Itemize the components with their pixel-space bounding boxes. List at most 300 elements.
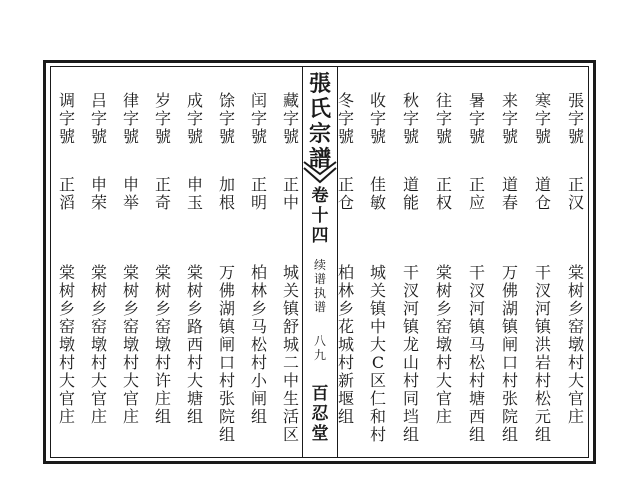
left-entry-address-char: 棠 (90, 263, 107, 282)
left-entry-label-char: 字 (122, 109, 139, 128)
right-entry-address-char: 村 (402, 371, 419, 390)
left-entry-address-char: 大 (186, 371, 203, 390)
right-entry-label-char: 號 (369, 127, 386, 146)
left-entry-label-char: 成 (186, 91, 203, 110)
right-entry-address-char: 堰 (337, 389, 354, 408)
right-entry-name-char: 正 (567, 175, 584, 194)
right-entry-address-char: 乡 (435, 299, 452, 318)
left-entry-address-char: 官 (58, 389, 75, 408)
left-entry-name-char: 正 (250, 175, 267, 194)
right-entry-address-char: 村 (337, 353, 354, 372)
left-entry-name (90, 176, 108, 212)
left-entry-label (282, 92, 300, 146)
right-entry-address-char: 组 (501, 425, 518, 444)
right-entry-address-char: 汊 (402, 281, 419, 300)
left-entry-address-char: 马 (250, 317, 267, 336)
right-entry-name-char: 敏 (369, 193, 386, 212)
volume-number (304, 186, 336, 246)
left-entry-address-char: 镇 (282, 299, 299, 318)
left-entry-address-char: 官 (90, 389, 107, 408)
right-entry-address-char: 乡 (337, 299, 354, 318)
hall-name-char: 百 (311, 384, 329, 404)
left-entry-address-char: 中 (282, 371, 299, 390)
right-entry-address-char: 庄 (435, 407, 452, 426)
right-entry-label-char: 字 (534, 109, 551, 128)
right-entry-label-char: 字 (435, 109, 452, 128)
right-entry-address (468, 264, 486, 444)
left-entry-name-char: 明 (250, 193, 267, 212)
right-entry-name-char: 应 (468, 193, 485, 212)
left-entry-name-char: 奇 (154, 193, 171, 212)
right-entry-address-char: 城 (369, 263, 386, 282)
left-entry-label (90, 92, 108, 146)
left-entry-label-char: 闰 (250, 91, 267, 110)
right-entry-address-char: 院 (501, 407, 518, 426)
right-entry-address-char: 汊 (534, 281, 551, 300)
right-entry-address-char: 松 (468, 353, 485, 372)
right-entry-label-char: 號 (567, 127, 584, 146)
left-entry-label-char: 字 (186, 109, 203, 128)
section-char: 谱 (313, 272, 326, 286)
left-entry-address-char: 庄 (90, 407, 107, 426)
left-entry-address-char: 大 (90, 371, 107, 390)
right-entry-label (567, 92, 585, 146)
right-entry-address-char: 张 (501, 389, 518, 408)
hall-name-char: 堂 (311, 424, 329, 444)
right-entry-label-char: 字 (402, 109, 419, 128)
book-title (304, 72, 336, 172)
left-entry-address-char: 闸 (218, 335, 235, 354)
right-entry-address-char: 村 (534, 371, 551, 390)
left-entry-address-char: 庄 (154, 389, 171, 408)
right-entry-address-char: 棠 (567, 263, 584, 282)
right-entry-address-char: 大 (435, 371, 452, 390)
left-entry-label-char: 调 (58, 91, 75, 110)
left-entry-label-char: 號 (186, 127, 203, 146)
right-entry-label-char: 往 (435, 91, 452, 110)
left-entry-label-char: 字 (282, 109, 299, 128)
book-title-char: 氏 (308, 96, 331, 122)
left-entry-address (218, 264, 236, 444)
left-entry-address-char: 许 (154, 371, 171, 390)
left-entry-address-char: 口 (218, 353, 235, 372)
left-entry-address (90, 264, 108, 426)
right-entry-address-char: 乡 (567, 299, 584, 318)
right-entry-name-char: 汉 (567, 193, 584, 212)
left-entry-label-char: 律 (122, 91, 139, 110)
right-entry-label-char: 寒 (534, 91, 551, 110)
left-entry-address (250, 264, 268, 426)
right-entry-name (534, 176, 552, 212)
left-entry-address-char: 大 (122, 371, 139, 390)
right-entry-address-char: 垱 (402, 407, 419, 426)
left-entry-label-char: 號 (90, 127, 107, 146)
left-entry-address-char: 关 (282, 281, 299, 300)
left-entry-name (250, 176, 268, 212)
left-entry-address-char: 棠 (154, 263, 171, 282)
left-entry-address-char: 墩 (122, 335, 139, 354)
left-entry-address-char: 村 (122, 353, 139, 372)
right-entry-name-char: 仓 (337, 193, 354, 212)
right-entry-address-char: 仁 (369, 389, 386, 408)
left-entry-address-char: 镇 (218, 317, 235, 336)
left-entry-address-char: 路 (186, 317, 203, 336)
right-entry-address (567, 264, 585, 426)
right-entry-label-char: 秋 (402, 91, 419, 110)
left-entry-address-char: 庄 (122, 407, 139, 426)
left-entry-label-char: 字 (154, 109, 171, 128)
right-entry-address-char: C (371, 353, 385, 372)
right-entry-address-char: 闸 (501, 335, 518, 354)
left-entry-address-char: 生 (282, 389, 299, 408)
right-entry-address-char: 组 (534, 425, 551, 444)
left-entry-address-char: 树 (154, 281, 171, 300)
left-entry-address-char: 乡 (250, 299, 267, 318)
left-entry-address-char: 树 (90, 281, 107, 300)
right-entry-address-char: 河 (468, 299, 485, 318)
right-entry-address-char: 村 (468, 371, 485, 390)
right-entry-address-char: 元 (534, 407, 551, 426)
left-entry-address-char: 舒 (282, 317, 299, 336)
left-entry-address-char: 窑 (122, 317, 139, 336)
left-entry-address-char: 大 (58, 371, 75, 390)
left-entry-name-char: 正 (282, 175, 299, 194)
right-entry-label (337, 92, 355, 146)
left-entry-address-char: 组 (250, 407, 267, 426)
book-title-char: 譜 (308, 146, 331, 172)
left-entry-address-char: 二 (282, 353, 299, 372)
left-entry-label-char: 號 (250, 127, 267, 146)
left-entry-label-char: 號 (218, 127, 235, 146)
left-entry-label-char: 號 (58, 127, 75, 146)
right-entry-address-char: 大 (369, 335, 386, 354)
left-entry-address-char: 闸 (250, 389, 267, 408)
left-entry-name-char: 申 (90, 175, 107, 194)
left-entry-address-char: 城 (282, 263, 299, 282)
left-entry-address-char: 塘 (186, 389, 203, 408)
left-entry-address-char: 窑 (58, 317, 75, 336)
right-entry-address (337, 264, 355, 426)
right-entry-name (468, 176, 486, 212)
right-entry-address-char: 墩 (567, 335, 584, 354)
book-title-char: 張 (308, 71, 331, 97)
page-number-char: 八 (313, 334, 326, 348)
right-entry-address (369, 264, 387, 444)
right-entry-address-char: 岩 (534, 353, 551, 372)
right-entry-name (337, 176, 355, 212)
left-entry-address-char: 张 (218, 389, 235, 408)
right-entry-address-char: 区 (369, 371, 386, 390)
right-entry-address-char: 庄 (567, 407, 584, 426)
right-entry-name-char: 正 (435, 175, 452, 194)
right-entry-label-char: 字 (501, 109, 518, 128)
left-entry-address-char: 西 (186, 335, 203, 354)
right-entry-label-char: 收 (369, 91, 386, 110)
right-entry-label-char: 號 (534, 127, 551, 146)
right-entry-address-char: 村 (501, 371, 518, 390)
left-entry-name-char: 荣 (90, 193, 107, 212)
section-char: 执 (313, 286, 326, 300)
right-entry-address-char: 组 (337, 407, 354, 426)
section-title (304, 258, 336, 314)
right-entry-address-char: 镇 (534, 317, 551, 336)
right-entry-address-char: 棠 (435, 263, 452, 282)
right-entry-address-char: 林 (337, 281, 354, 300)
left-entry-address-char: 乡 (58, 299, 75, 318)
right-entry-address-char: 干 (468, 263, 485, 282)
left-entry-address-char: 活 (282, 407, 299, 426)
right-entry-name-char: 春 (501, 193, 518, 212)
left-entry-name-char: 正 (58, 175, 75, 194)
page-number-char: 九 (313, 348, 326, 362)
right-entry-address-char: 树 (435, 281, 452, 300)
right-entry-name-char: 能 (402, 193, 419, 212)
left-entry-label-char: 字 (58, 109, 75, 128)
left-entry-address-char: 区 (282, 425, 299, 444)
left-entry-address-char: 组 (154, 407, 171, 426)
left-entry-name-char: 中 (282, 193, 299, 212)
left-entry-address-char: 松 (250, 335, 267, 354)
right-entry-address-char: 村 (369, 425, 386, 444)
right-entry-address-char: 村 (567, 353, 584, 372)
left-entry-address-char: 棠 (186, 263, 203, 282)
right-entry-label (501, 92, 519, 146)
right-entry-name (402, 176, 420, 212)
left-entry-name-char: 根 (218, 193, 235, 212)
right-entry-address-char: 窑 (435, 317, 452, 336)
right-entry-address-char: 松 (534, 389, 551, 408)
right-entry-address (402, 264, 420, 444)
right-entry-address-char: 洪 (534, 335, 551, 354)
right-entry-address-char: 山 (402, 353, 419, 372)
left-entry-address-char: 树 (186, 281, 203, 300)
right-entry-address-char: 和 (369, 407, 386, 426)
hall-name-char: 忍 (311, 404, 329, 424)
left-entry-address-char: 墩 (90, 335, 107, 354)
left-entry-address-char: 村 (218, 371, 235, 390)
right-entry-name-char: 权 (435, 193, 452, 212)
right-entry-address-char: 龙 (402, 335, 419, 354)
left-entry-address-char: 村 (58, 353, 75, 372)
right-entry-name-char: 佳 (369, 175, 386, 194)
left-entry-address-char: 墩 (58, 335, 75, 354)
right-entry-label (534, 92, 552, 146)
left-entry-address-char: 乡 (154, 299, 171, 318)
right-entry-address-char: 墩 (435, 335, 452, 354)
left-entry-name-char: 申 (186, 175, 203, 194)
left-entry-name-char: 滔 (58, 193, 75, 212)
right-entry-address-char: 村 (435, 353, 452, 372)
left-entry-name (218, 176, 236, 212)
right-entry-address-char: 马 (468, 335, 485, 354)
right-entry-label (435, 92, 453, 146)
right-entry-address-char: 城 (337, 335, 354, 354)
left-entry-address-char: 组 (218, 425, 235, 444)
left-entry-name (58, 176, 76, 212)
right-entry-name (501, 176, 519, 212)
left-entry-address-char: 佛 (218, 281, 235, 300)
left-entry-address (186, 264, 204, 426)
right-entry-address-char: 汊 (468, 281, 485, 300)
left-entry-name (186, 176, 204, 212)
left-entry-address (154, 264, 172, 426)
left-entry-label (186, 92, 204, 146)
right-entry-address-char: 官 (567, 389, 584, 408)
left-entry-address-char: 林 (250, 281, 267, 300)
left-entry-address-char: 墩 (154, 335, 171, 354)
right-entry-address-char: 湖 (501, 299, 518, 318)
right-entry-address-char: 官 (435, 389, 452, 408)
left-entry-address-char: 村 (154, 353, 171, 372)
left-entry-address-char: 棠 (58, 263, 75, 282)
right-entry-address-char: 新 (337, 371, 354, 390)
left-entry-address (122, 264, 140, 426)
right-entry-name-char: 正 (337, 175, 354, 194)
book-title-char: 宗 (308, 121, 331, 147)
left-entry-address-char: 树 (58, 281, 75, 300)
left-entry-address-char: 柏 (250, 263, 267, 282)
right-entry-name-char: 道 (402, 175, 419, 194)
left-entry-label-char: 字 (250, 109, 267, 128)
left-entry-label-char: 藏 (282, 91, 299, 110)
right-entry-name (435, 176, 453, 212)
section-char: 谱 (313, 300, 326, 314)
left-entry-label (154, 92, 172, 146)
right-entry-address-char: 花 (337, 317, 354, 336)
right-entry-address-char: 万 (501, 263, 518, 282)
left-entry-address-char: 院 (218, 407, 235, 426)
right-entry-label-char: 暑 (468, 91, 485, 110)
right-entry-label-char: 字 (468, 109, 485, 128)
left-entry-address-char: 村 (186, 353, 203, 372)
left-entry-address-char: 湖 (218, 299, 235, 318)
left-entry-name (154, 176, 172, 212)
fish-tail-mark-icon (303, 160, 337, 184)
left-entry-address-char: 组 (186, 407, 203, 426)
left-entry-name (122, 176, 140, 212)
right-entry-name (369, 176, 387, 212)
left-entry-address-char: 村 (250, 353, 267, 372)
right-entry-address-char: 镇 (369, 299, 386, 318)
left-entry-label-char: 吕 (90, 91, 107, 110)
right-entry-label-char: 號 (468, 127, 485, 146)
right-entry-label-char: 冬 (337, 91, 354, 110)
right-entry-address-char: 柏 (337, 263, 354, 282)
right-entry-label-char: 字 (337, 109, 354, 128)
right-entry-address-char: 塘 (468, 389, 485, 408)
left-entry-address-char: 庄 (58, 407, 75, 426)
right-entry-address-char: 镇 (402, 317, 419, 336)
left-entry-address-char: 官 (122, 389, 139, 408)
right-entry-address-char: 西 (468, 407, 485, 426)
left-entry-name-char: 玉 (186, 193, 203, 212)
left-entry-label (122, 92, 140, 146)
left-entry-label-char: 字 (90, 109, 107, 128)
page-number (304, 334, 336, 362)
right-entry-label-char: 字 (567, 109, 584, 128)
right-entry-address-char: 组 (468, 425, 485, 444)
left-entry-address-char: 村 (90, 353, 107, 372)
left-entry-address-char: 棠 (122, 263, 139, 282)
left-entry-name-char: 正 (154, 175, 171, 194)
hall-name (304, 384, 336, 444)
left-entry-address (282, 264, 300, 444)
left-entry-address-char: 城 (282, 335, 299, 354)
left-entry-label (58, 92, 76, 146)
right-entry-name-char: 道 (534, 175, 551, 194)
left-entry-label (250, 92, 268, 146)
right-entry-address-char: 窑 (567, 317, 584, 336)
right-entry-address-char: 佛 (501, 281, 518, 300)
right-entry-address-char: 同 (402, 389, 419, 408)
right-entry-address-char: 干 (402, 263, 419, 282)
left-entry-address-char: 窑 (154, 317, 171, 336)
right-entry-name-char: 正 (468, 175, 485, 194)
right-entry-address (501, 264, 519, 444)
volume-char: 卷 (311, 186, 329, 206)
left-entry-address-char: 乡 (122, 299, 139, 318)
left-entry-address-char: 乡 (90, 299, 107, 318)
left-entry-address (58, 264, 76, 426)
right-entry-label-char: 號 (501, 127, 518, 146)
left-entry-address-char: 窑 (90, 317, 107, 336)
right-entry-label-char: 字 (369, 109, 386, 128)
volume-char: 四 (311, 226, 329, 246)
left-entry-label-char: 馀 (218, 91, 235, 110)
right-entry-label (402, 92, 420, 146)
left-entry-label-char: 字 (218, 109, 235, 128)
right-entry-address-char: 组 (402, 425, 419, 444)
right-entry-label-char: 號 (402, 127, 419, 146)
left-entry-label-char: 號 (282, 127, 299, 146)
right-entry-address-char: 河 (402, 299, 419, 318)
right-entry-address-char: 关 (369, 281, 386, 300)
left-entry-label-char: 號 (122, 127, 139, 146)
right-entry-name (567, 176, 585, 212)
left-entry-label-char: 岁 (154, 91, 171, 110)
left-entry-name-char: 申 (122, 175, 139, 194)
left-entry-name-char: 举 (122, 193, 139, 212)
right-entry-address-char: 镇 (501, 317, 518, 336)
left-entry-address-char: 树 (122, 281, 139, 300)
right-entry-name-char: 仓 (534, 193, 551, 212)
right-entry-label-char: 號 (435, 127, 452, 146)
volume-char: 十 (311, 206, 329, 226)
right-entry-address-char: 干 (534, 263, 551, 282)
right-entry-address (534, 264, 552, 444)
right-entry-address-char: 镇 (468, 317, 485, 336)
right-entry-address (435, 264, 453, 426)
left-entry-label (218, 92, 236, 146)
section-char: 续 (313, 258, 326, 272)
right-entry-label-char: 張 (567, 91, 584, 110)
right-entry-label-char: 號 (337, 127, 354, 146)
right-entry-address-char: 口 (501, 353, 518, 372)
spine-rule-left (302, 66, 303, 458)
right-entry-address-char: 大 (567, 371, 584, 390)
right-entry-address-char: 河 (534, 299, 551, 318)
left-entry-address-char: 小 (250, 371, 267, 390)
left-entry-address-char: 万 (218, 263, 235, 282)
right-entry-label (468, 92, 486, 146)
left-entry-name-char: 加 (218, 175, 235, 194)
right-entry-address-char: 树 (567, 281, 584, 300)
right-entry-label (369, 92, 387, 146)
right-entry-address-char: 中 (369, 317, 386, 336)
right-entry-name-char: 道 (501, 175, 518, 194)
left-entry-label-char: 號 (154, 127, 171, 146)
left-entry-name (282, 176, 300, 212)
